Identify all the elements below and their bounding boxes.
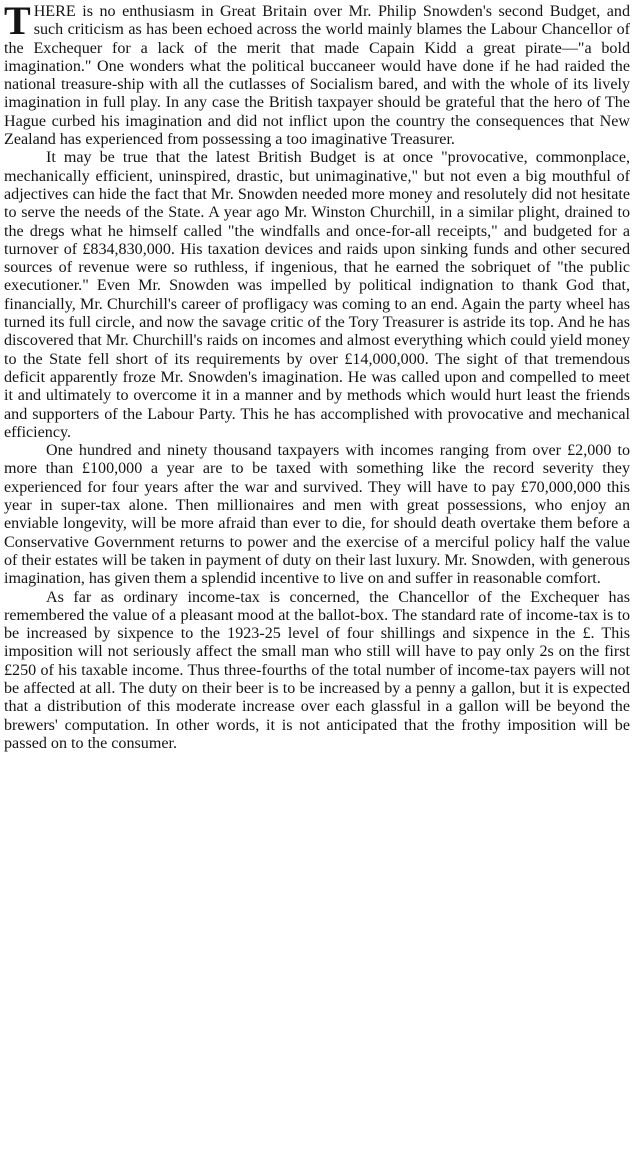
paragraph-2: It may be true that the latest British Budget is at once "provocative, commonplace, mechanically efficient, uninspired, drastic, but unimaginative," but not even a big mouthful of adjectives can hide the fact that Mr. Snowden needed more money and resolutely did not hesitate to serve the needs of the State. A year ago Mr. Winston Churchill, in a similar plight, drained to the dregs what he himself called "the windfalls and once-for-all receipts," and budgeted for a turnover of £834,830,000. His taxation devices and raids upon sinking funds and other secured sources of revenue were so ruthless, if ingenious, that he earned the sobriquet of "the public executioner." Even Mr. Snowden was impelled by political indignation to thank God that, financially, Mr. Churchill's career of profligacy was coming to an end. Again the party wheel has turned its full circle, and now the savage critic of the Tory Treasurer is astride its top. And he has discovered that Mr. Churchill's raids on incomes and almost everything which could yield money to the State fell short of its requirements by over £14,000,000. The sight of that tremendous deficit apparently froze Mr. Snowden's imagination. He was called upon and compelled to meet it and ultimately to overcome it in a manner and by methods which would hurt least the friends and supporters of the Labour Party. This he has accomplished with provocative and mechanical efficiency. bbox=[4, 149, 630, 441]
paragraph-3: One hundred and ninety thousand taxpayers with incomes ranging from over £2,000 to more than £100,000 a year are to be taxed with something like the record severity they experienced for four years after the war and survived. They will have to pay £70,000,000 this year in super-tax alone. Then millionaires and men with great possessions, who enjoy an enviable longevity, will be more afraid than ever to die, for should death overtake them before a Conservative Government returns to power and the exercise of a merciful policy half the value of their estates will be taken in payment of duty on their last luxury. Mr. Snowden, with generous imagination, has given them a splendid incentive to live on and suffer in reasonable comfort. bbox=[4, 442, 630, 588]
paragraph-1-text: HERE is no enthusiasm in Great Britain over Mr. Philip Snowden's second Budget, and such criticism as has been echoed across the world mainly blames the Labour Chancellor of the Exchequer for a lack of the merit that made Capain Kidd a great pirate—"a bold imagination." One wonders what the political buccaneer would have done if he had raided the national treasure-ship with all the cutlasses of Socialism bared, and with the whole of its lively imagination in full play. In any case the British taxpayer should be grateful that the hero of The Hague curbed his imagination and did not inflict upon the country the consequences that New Zealand has experienced from possessing a too imaginative Treasurer. bbox=[4, 3, 630, 149]
paragraph-4: As far as ordinary income-tax is concerned, the Chancellor of the Exchequer has remembered the value of a pleasant mood at the ballot-box. The standard rate of income-tax is to be increased by sixpence to the 1923-25 level of four shillings and sixpence in the £. This imposition will not seriously affect the small man who still will have to pay only 2s on the first £250 of his taxable income. Thus three-fourths of the total number of income-tax payers will not be affected at all. The duty on their beer is to be increased by a penny a gallon, but it is expected that a distribution of this moderate increase over each glassful in a gallon will be beyond the brewers' computation. In other words, it is not anticipated that the frothy imposition will be passed on to the consumer. bbox=[4, 588, 630, 752]
drop-cap: T bbox=[4, 0, 31, 43]
paragraph-1 bbox=[4, 0, 630, 149]
